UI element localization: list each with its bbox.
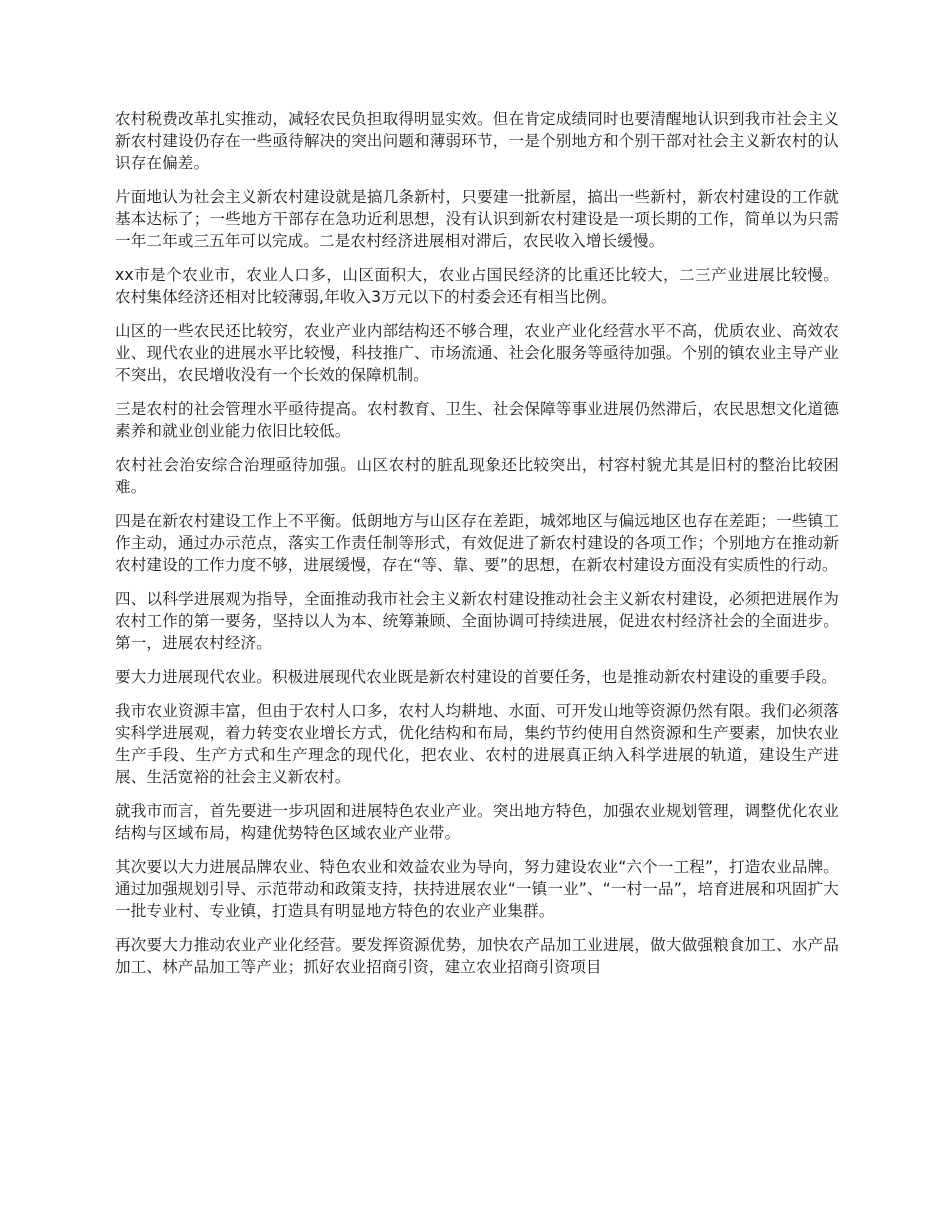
paragraph: 我市农业资源丰富，但由于农村人口多，农村人均耕地、水面、可开发山地等资源仍然有限。我们必须落实科学进展观，着力转变农业增长方式，优化结构和布局，集约节约使用自然资源和生产要素，加快农业生产手段、生产方式和生产理念的现代化，把农业、农村的进展真正纳入科学进展的轨道，建设生产进展、生活宽裕的社会主义新农村。 <box>115 702 839 786</box>
paragraph: xx市是个农业市，农业人口多，山区面积大，农业占国民经济的比重还比较大，二三产业进展比较慢。农村集体经济还相对比较薄弱,年收入3万元以下的村委会还有相当比例。 <box>115 266 839 306</box>
paragraph: 农村税费改革扎实推动，减轻农民负担取得明显实效。但在肯定成绩同时也要清醒地认识到我市社会主义新农村建设仍存在一些亟待解决的突出问题和薄弱环节，一是个别地方和个别干部对社会主义新农村的认识存在偏差。 <box>115 110 839 172</box>
paragraph: 山区的一些农民还比较穷，农业产业内部结构还不够合理，农业产业化经营水平不高，优质农业、高效农业、现代农业的进展水平比较慢，科技推广、市场流通、社会化服务等亟待加强。个别的镇农业主导产业不突出，农民增收没有一个长效的保障机制。 <box>115 322 839 384</box>
paragraph: 要大力进展现代农业。积极进展现代农业既是新农村建设的首要任务，也是推动新农村建设的重要手段。 <box>115 668 837 686</box>
paragraph: 其次要以大力进展品牌农业、特色农业和效益农业为导向，努力建设农业“六个一工程”，打造农业品牌。通过加强规划引导、示范带动和政策支持，扶持进展农业“一镇一业”、“一村一品”，培育进展和巩固扩大一批专业村、专业镇，打造具有明显地方特色的农业产业集群。 <box>115 858 839 920</box>
paragraph: 四是在新农村建设工作上不平衡。低朗地方与山区存在差距，城郊地区与偏远地区也存在差距；一些镇工作主动，通过办示范点，落实工作责任制等形式，有效促进了新农村建设的各项工作；个别地方在推动新农村建设的工作力度不够，进展缓慢，存在“等、靠、要”的思想，在新农村建设方面没有实质性的行动。 <box>115 512 839 574</box>
document-body <box>115 108 839 990</box>
paragraph: 农村社会治安综合治理亟待加强。山区农村的脏乱现象还比较突出，村容村貌尤其是旧村的整治比较困难。 <box>115 456 839 496</box>
paragraph: 再次要大力推动农业产业化经营。要发挥资源优势，加快农产品加工业进展，做大做强粮食加工、水产品加工、林产品加工等产业；抓好农业招商引资，建立农业招商引资项目 <box>115 936 839 976</box>
paragraph: 三是农村的社会管理水平亟待提高。农村教育、卫生、社会保障等事业进展仍然滞后，农民思想文化道德素养和就业创业能力依旧比较低。 <box>115 400 839 440</box>
paragraph: 就我市而言，首先要进一步巩固和进展特色农业产业。突出地方特色，加强农业规划管理，调整优化农业结构与区域布局，构建优势特色区域农业产业带。 <box>115 802 839 842</box>
paragraph: 四、以科学进展观为指导，全面推动我市社会主义新农村建设推动社会主义新农村建设，必须把进展作为农村工作的第一要务，坚持以人为本、统筹兼顾、全面协调可持续进展，促进农村经济社会的全面进步。第一，进展农村经济。 <box>115 590 839 652</box>
paragraph: 片面地认为社会主义新农村建设就是搞几条新村，只要建一批新屋，搞出一些新村，新农村建设的工作就基本达标了；一些地方干部存在急功近利思想，没有认识到新农村建设是一项长期的工作，简单以为只需一年二年或三五年可以完成。二是农村经济进展相对滞后，农民收入增长缓慢。 <box>115 188 839 250</box>
